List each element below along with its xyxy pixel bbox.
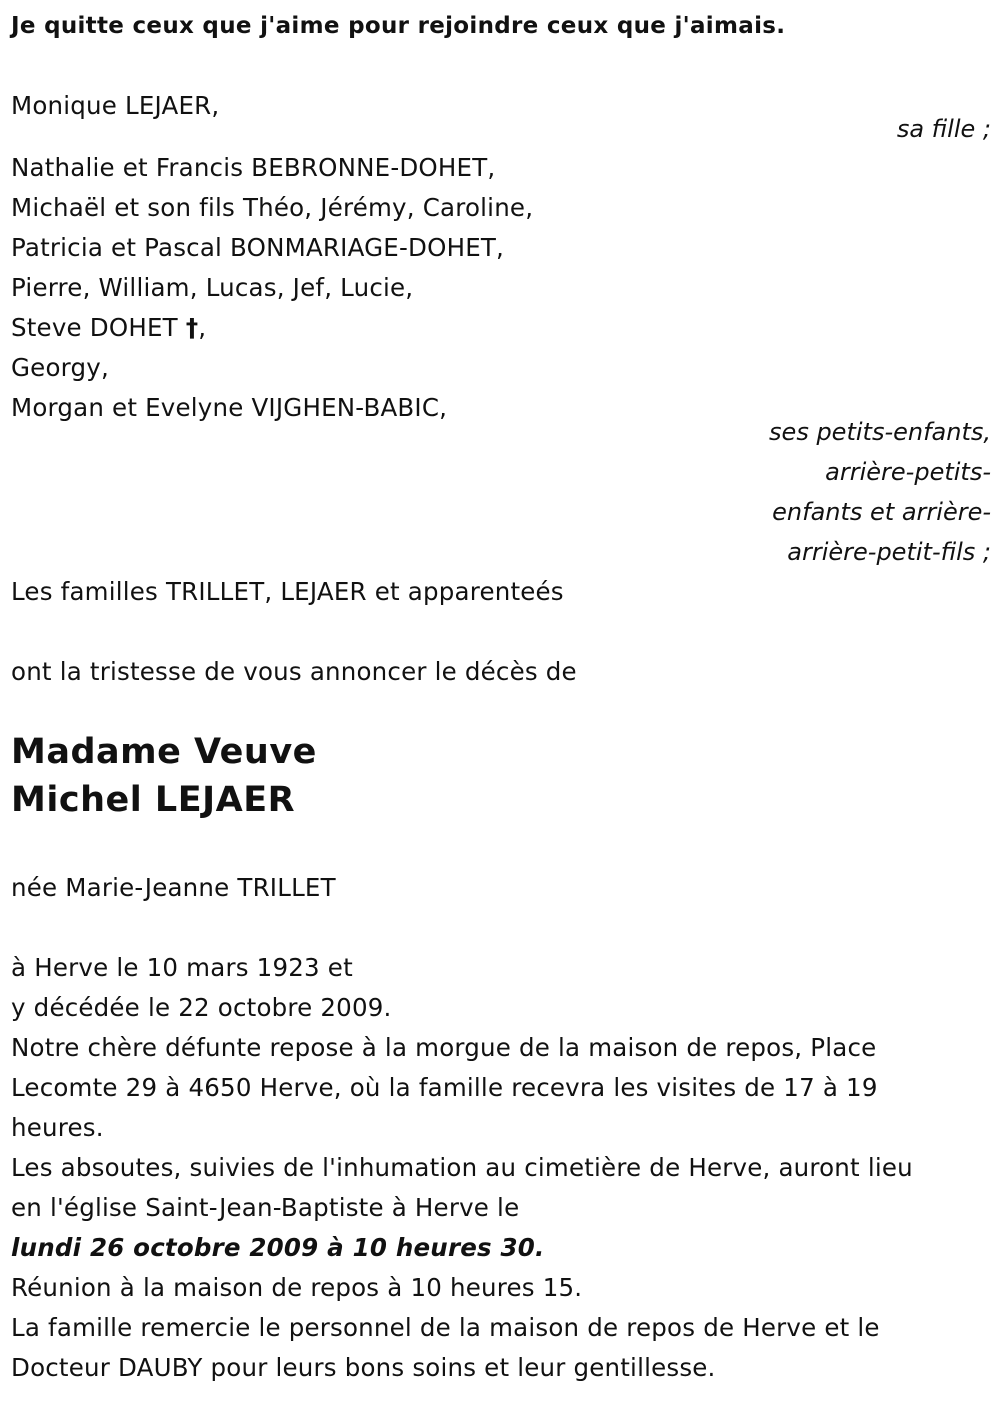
service-line: Les absoutes, suivies de l'inhumation au cimetière de Herve, auront lieu: [11, 1153, 913, 1182]
families-line: Les familles TRILLET, LEJAER et apparenteés: [11, 577, 564, 606]
birth-line: à Herve le 10 mars 1923 et: [11, 953, 353, 982]
grandchild-line: Pierre, William, Lucas, Jef, Lucie,: [11, 273, 414, 302]
born-name: née Marie-Jeanne TRILLET: [11, 873, 336, 902]
grandchildren-role: arrière-petit-fils ;: [787, 538, 991, 566]
service-line: en l'église Saint-Jean-Baptiste à Herve le: [11, 1193, 520, 1222]
grandchild-line: Georgy,: [11, 353, 109, 382]
opening-quote: Je quitte ceux que j'aime pour rejoindre ceux que j'aimais.: [11, 13, 786, 39]
deceased-name-line1: Madame Veuve: [11, 732, 317, 772]
repose-line: Lecomte 29 à 4650 Herve, où la famille recevra les visites de 17 à 19: [11, 1073, 878, 1102]
grandchild-line: Morgan et Evelyne VIJGHEN-BABIC,: [11, 393, 448, 422]
daughter-role: sa fille ;: [896, 115, 991, 143]
meeting-line: Réunion à la maison de repos à 10 heures 15.: [11, 1273, 583, 1302]
deceased-name-line2: Michel LEJAER: [11, 780, 296, 820]
grandchild-line: Michaël et son fils Théo, Jérémy, Caroline,: [11, 193, 534, 222]
grandchildren-role: arrière-petits-: [825, 458, 991, 486]
grandchild-line: Nathalie et Francis BEBRONNE-DOHET,: [11, 153, 496, 182]
cross-icon: †: [185, 313, 199, 342]
daughter-name: Monique LEJAER,: [11, 91, 220, 120]
grandchildren-role: ses petits-enfants,: [769, 418, 991, 446]
death-line: y décédée le 22 octobre 2009.: [11, 993, 392, 1022]
grandchild-line-steve: [11, 308, 206, 348]
repose-line: Notre chère défunte repose à la morgue de la maison de repos, Place: [11, 1033, 877, 1062]
service-date: lundi 26 octobre 2009 à 10 heures 30.: [11, 1233, 545, 1262]
thanks-line: La famille remercie le personnel de la maison de repos de Herve et le: [11, 1313, 880, 1342]
thanks-line: Docteur DAUBY pour leurs bons soins et leur gentillesse.: [11, 1353, 716, 1382]
repose-line: heures.: [11, 1113, 104, 1142]
steve-name: Steve DOHET: [11, 313, 178, 342]
announcement-line: ont la tristesse de vous annoncer le décès de: [11, 657, 577, 686]
grandchild-line: Patricia et Pascal BONMARIAGE-DOHET,: [11, 233, 505, 262]
grandchildren-role: enfants et arrière-: [772, 498, 991, 526]
steve-suffix: ,: [198, 313, 207, 342]
